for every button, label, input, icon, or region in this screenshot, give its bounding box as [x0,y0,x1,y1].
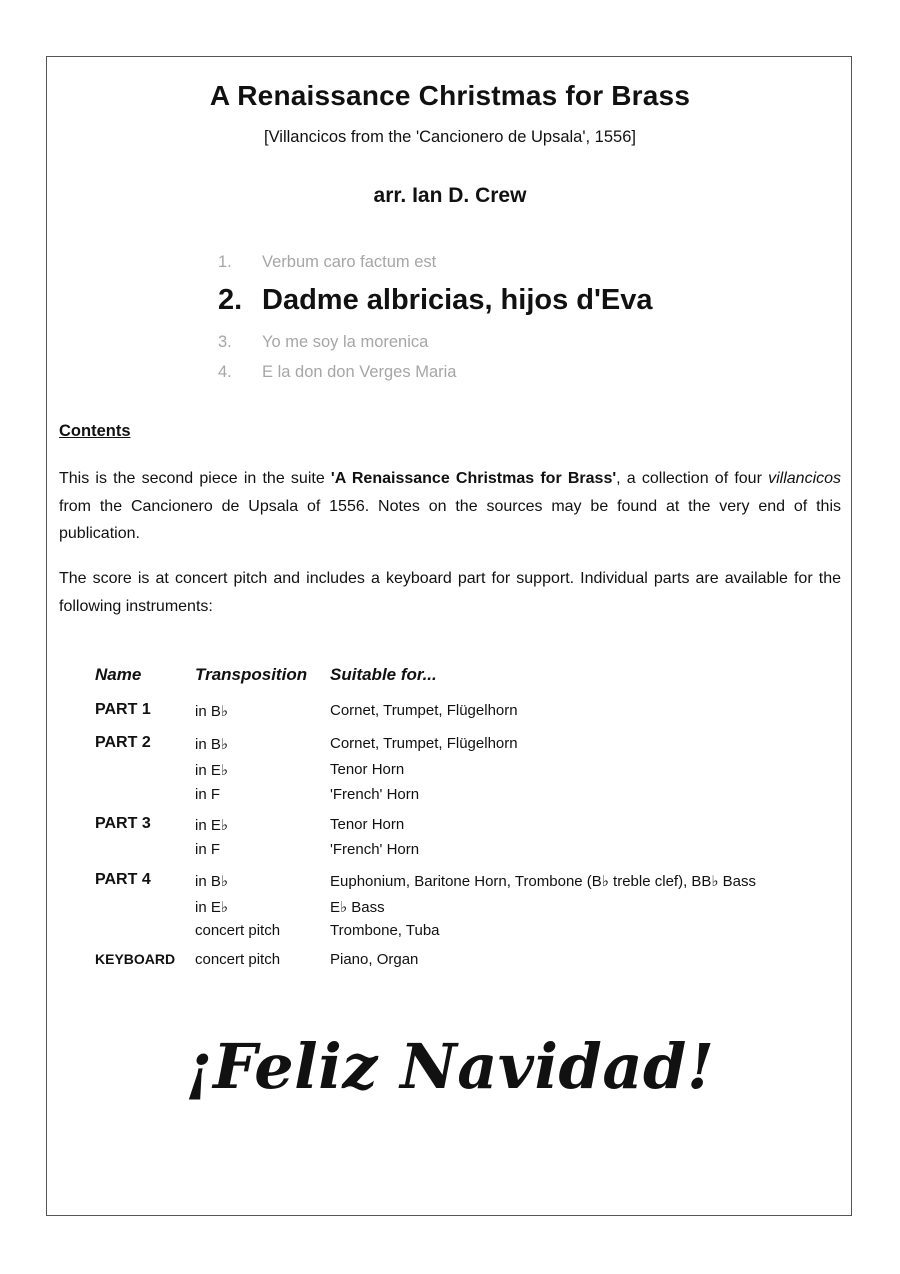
header-name: Name [95,665,142,684]
intro-paragraph [59,465,841,548]
movement-title: Yo me soy la morenica [262,333,429,351]
movement-title: Dadme albricias, hijos d'Eva [262,284,653,316]
table-row [95,921,835,946]
table-row [95,897,835,922]
suitable-instruments: Euphonium, Baritone Horn, Trombone (B♭ treble clef), BB♭ Bass [330,873,757,890]
movement-number: 3. [218,333,232,351]
transposition: in B♭ [195,736,228,753]
transposition: in F [195,841,221,858]
header-transposition: Transposition [195,665,308,684]
suitable-instruments: Piano, Organ [330,951,419,968]
transposition: in E♭ [195,899,228,916]
score-paragraph: The score is at concert pitch and includes a keyboard part for support. Individual parts are available for the following instruments: [59,570,841,615]
table-row [95,760,835,785]
movement-item [218,253,436,272]
transposition: in B♭ [195,703,228,720]
movement-number: 1. [218,253,232,271]
suitable-instruments: Cornet, Trumpet, Flügelhorn [330,735,518,752]
suitable-instruments: Cornet, Trumpet, Flügelhorn [330,702,518,719]
arranger-credit: arr. Ian D. Crew [373,184,527,207]
part-name: PART 4 [95,871,151,888]
movement-item-current [218,284,653,317]
part-name: PART 3 [95,815,151,832]
movement-title: Verbum caro factum est [262,253,437,271]
table-row [95,734,835,759]
table-row [95,871,835,896]
suite-subtitle: [Villancicos from the 'Cancionero de Upsala', 1556] [264,128,636,146]
transposition: in E♭ [195,762,228,779]
suite-title: A Renaissance Christmas for Brass [209,80,691,111]
part-name: PART 2 [95,734,151,751]
suitable-instruments: 'French' Horn [330,841,420,858]
table-row [95,950,835,975]
table-row [95,701,835,726]
transposition: concert pitch [195,922,281,939]
suitable-instruments: E♭ Bass [330,899,385,916]
feliz-navidad-greeting: ¡Feliz Navidad! [185,1030,715,1103]
contents-heading: Contents [59,422,131,440]
suitable-instruments: 'French' Horn [330,786,420,803]
header-suitable: Suitable for... [330,665,437,684]
intro-text: , a collection of four [616,470,769,487]
transposition: in B♭ [195,873,228,890]
suitable-instruments: Tenor Horn [330,761,405,778]
part-name: KEYBOARD [95,951,176,967]
movement-number: 4. [218,363,232,381]
movement-item [218,363,456,382]
suite-name-bold: 'A Renaissance Christmas for Brass' [330,470,617,487]
transposition: concert pitch [195,951,281,968]
suitable-instruments: Tenor Horn [330,816,405,833]
table-row [95,785,835,810]
transposition: in E♭ [195,817,228,834]
villancicos-italic: villancicos [768,470,842,487]
table-row [95,815,835,840]
movement-number: 2. [218,284,243,316]
movement-item [218,333,428,352]
transposition: in F [195,786,221,803]
suitable-instruments: Trombone, Tuba [330,922,440,939]
movement-title: E la don don Verges Maria [262,363,457,381]
part-name: PART 1 [95,701,151,718]
table-row [95,840,835,865]
intro-text: This is the second piece in the suite [59,470,331,487]
intro-text: from the Cancionero de Upsala of 1556. Notes on the sources may be found at the very end of this publication. [59,497,841,542]
